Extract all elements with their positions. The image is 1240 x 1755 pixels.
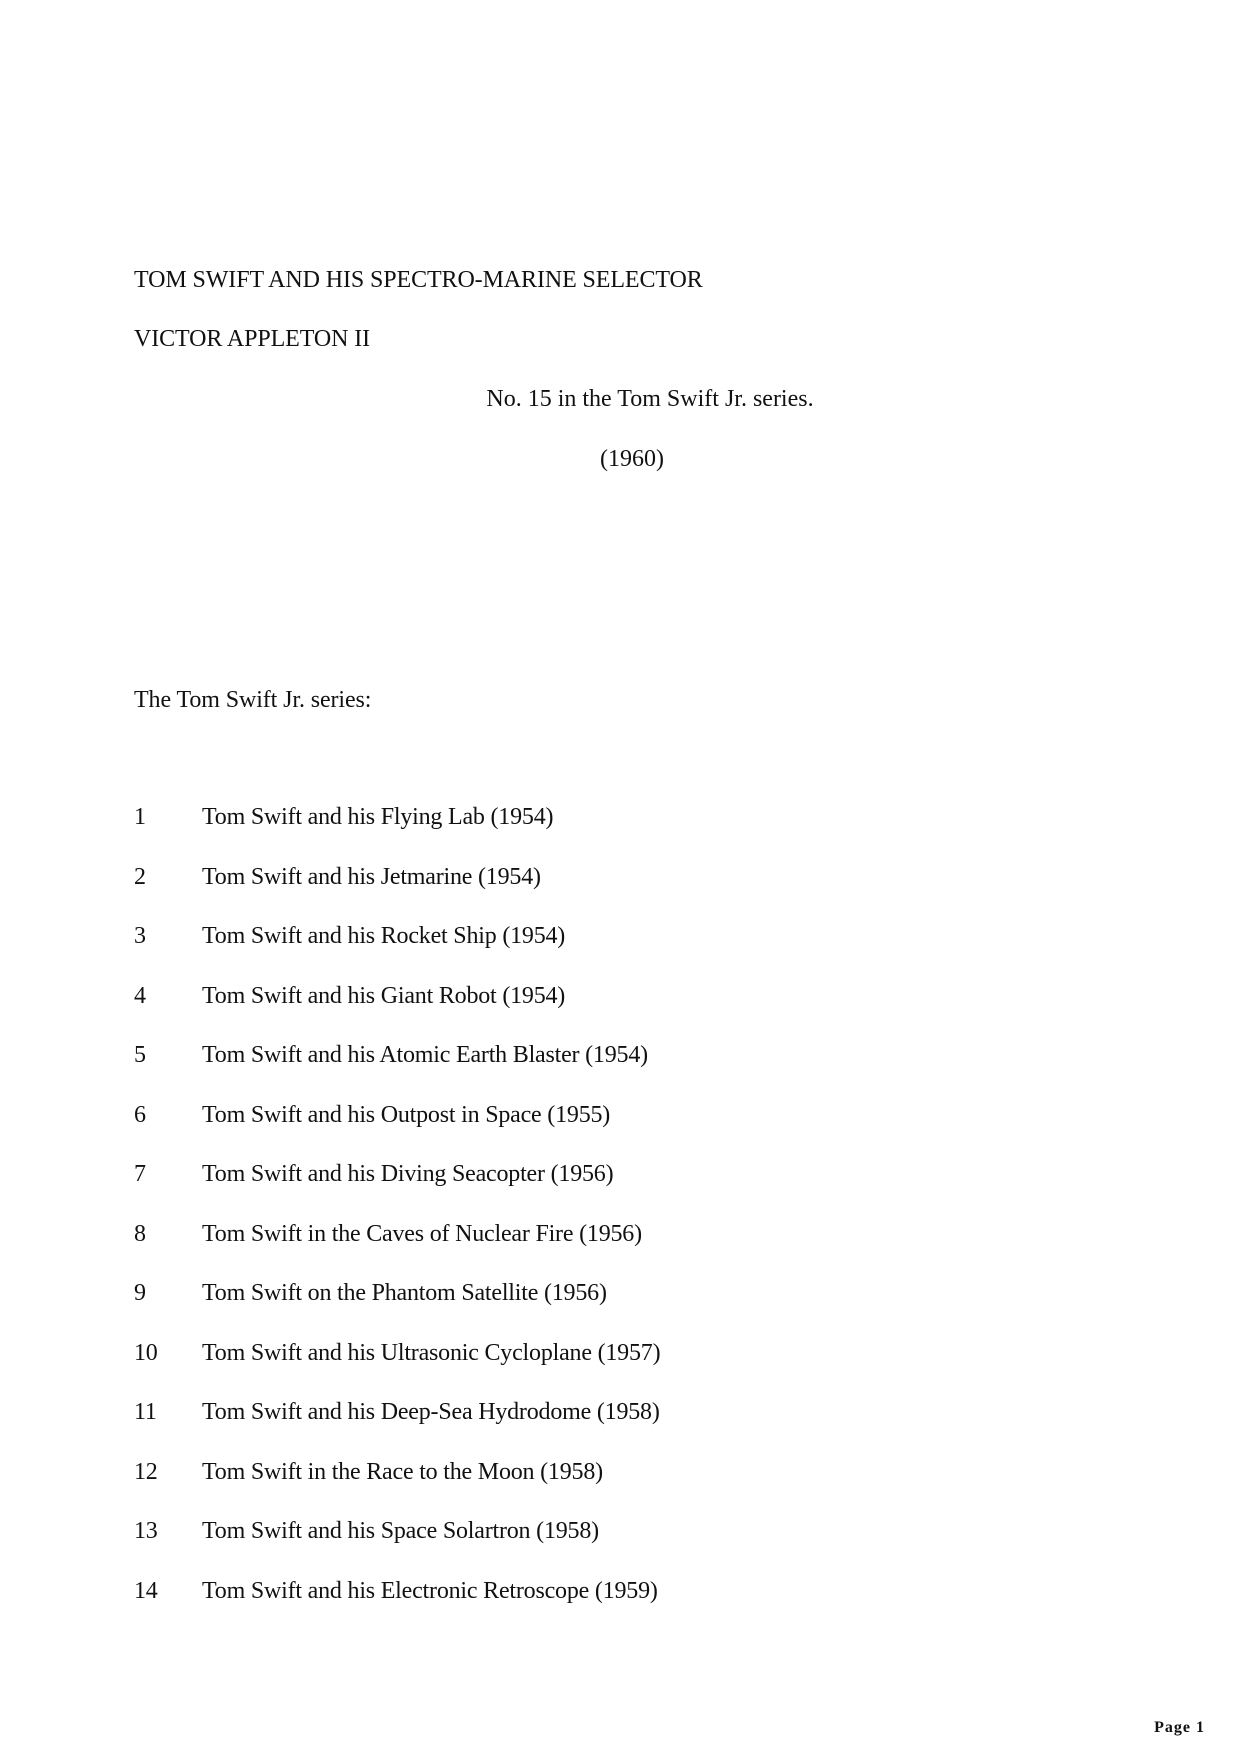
- item-number: 4: [134, 982, 146, 1009]
- item-title: Tom Swift in the Caves of Nuclear Fire (1956): [202, 1220, 642, 1247]
- book-author: VICTOR APPLETON II: [134, 326, 370, 352]
- series-list: [134, 802, 660, 1635]
- series-heading: The Tom Swift Jr. series:: [134, 687, 372, 713]
- item-title: Tom Swift and his Deep-Sea Hydrodome (1958): [202, 1399, 660, 1425]
- item-title: Tom Swift and his Ultrasonic Cycloplane (1957): [202, 1339, 661, 1366]
- item-number: 1: [134, 804, 146, 830]
- item-number: 14: [134, 1577, 158, 1604]
- item-number: 12: [134, 1458, 158, 1485]
- item-number: 10: [134, 1339, 158, 1366]
- list-item: [134, 1397, 660, 1457]
- list-item: [134, 981, 660, 1041]
- item-title: Tom Swift and his Atomic Earth Blaster (1954): [202, 1042, 648, 1068]
- list-item: [134, 921, 660, 981]
- item-number: 2: [134, 863, 146, 890]
- item-number: 9: [134, 1280, 146, 1306]
- item-title: Tom Swift and his Rocket Ship (1954): [202, 923, 566, 949]
- item-number: 13: [134, 1518, 158, 1544]
- item-title: Tom Swift and his Jetmarine (1954): [202, 863, 541, 890]
- item-number: 11: [134, 1399, 157, 1425]
- book-title: TOM SWIFT AND HIS SPECTRO-MARINE SELECTOR: [134, 267, 703, 293]
- item-title: Tom Swift and his Outpost in Space (1955): [202, 1101, 611, 1128]
- list-item: [134, 1338, 660, 1398]
- item-title: Tom Swift and his Electronic Retroscope (1959): [202, 1577, 658, 1604]
- item-number: 5: [134, 1042, 146, 1068]
- item-title: Tom Swift in the Race to the Moon (1958): [202, 1458, 603, 1485]
- list-item: [134, 1278, 660, 1338]
- item-title: Tom Swift and his Flying Lab (1954): [202, 804, 554, 830]
- list-item: [134, 1219, 660, 1279]
- list-item: [134, 1100, 660, 1160]
- item-title: Tom Swift and his Diving Seacopter (1956): [202, 1161, 614, 1187]
- list-item: [134, 1576, 660, 1636]
- list-item: [134, 1457, 660, 1517]
- publication-year: (1960): [600, 446, 664, 472]
- item-number: 8: [134, 1220, 146, 1247]
- item-number: 6: [134, 1101, 146, 1128]
- list-item: [134, 802, 660, 862]
- page-number: Page 1: [1154, 1719, 1205, 1736]
- list-item: [134, 862, 660, 922]
- item-number: 7: [134, 1161, 146, 1187]
- list-item: [134, 1159, 660, 1219]
- series-number-note: No. 15 in the Tom Swift Jr. series.: [486, 386, 814, 412]
- item-title: Tom Swift and his Giant Robot (1954): [202, 982, 566, 1009]
- list-item: [134, 1040, 660, 1100]
- item-title: Tom Swift on the Phantom Satellite (1956): [202, 1280, 607, 1306]
- list-item: [134, 1516, 660, 1576]
- item-title: Tom Swift and his Space Solartron (1958): [202, 1518, 599, 1544]
- item-number: 3: [134, 923, 146, 949]
